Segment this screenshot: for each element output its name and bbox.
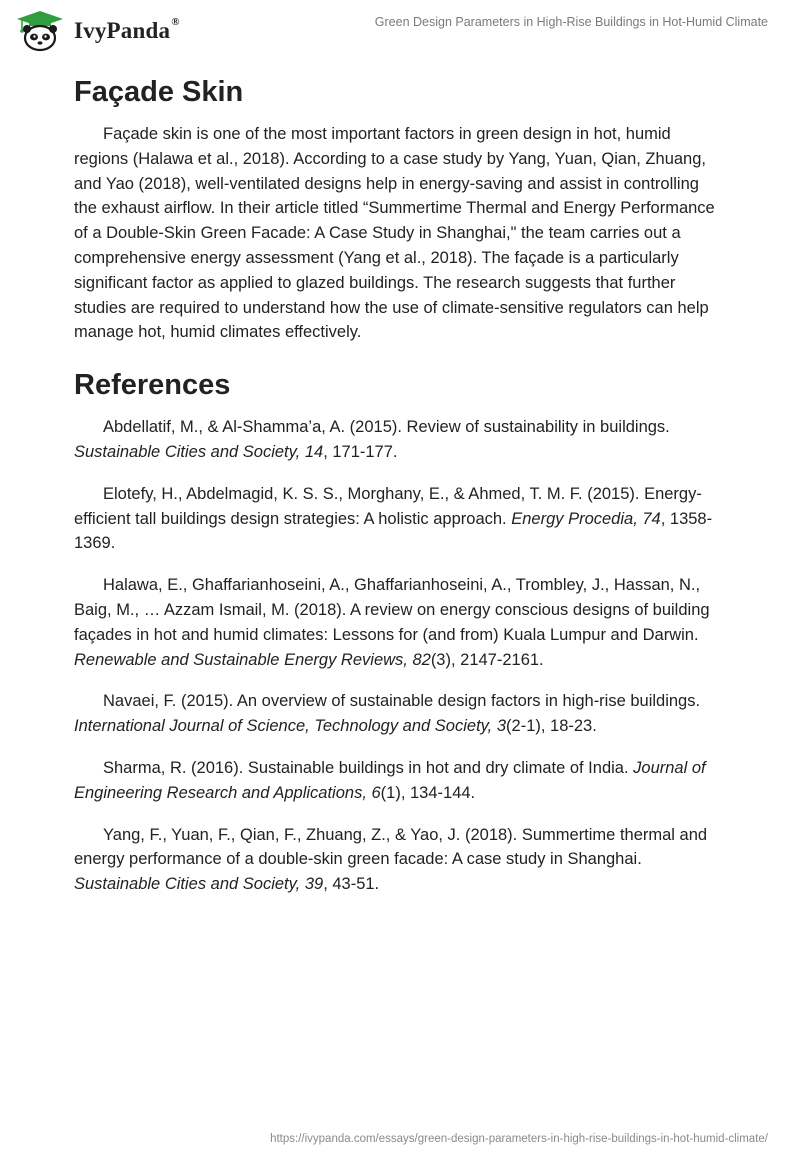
reference-item: Sharma, R. (2016). Sustainable buildings in hot and dry climate of India. Journal of Engineering Research and Applications, 6(1), 134-144. bbox=[74, 758, 706, 802]
footer-url[interactable]: https://ivypanda.com/essays/green-design-parameters-in-high-rise-buildings-in-hot-humid-climate/ bbox=[270, 1133, 768, 1145]
section-paragraph: Façade skin is one of the most important factors in green design in hot, humid regions (Halawa et al., 2018). According to a case study by Yang, Yuan, Qian, Zhuang, and Yao (2018), well-ventilated designs help in energy-saving and assist in controlling the exhaust airflow. In their article titled “Summertime Thermal and Energy Performance of a Double-Skin Green Facade: A Case Study in Shanghai," the team carries out a comprehensive energy assessment (Yang et al., 2018). The façade is a particularly significant factor as applied to glazed buildings. The research suggests that further studies are required to understand how the use of climate-sensitive regulators can help manage hot, humid climates effectively. bbox=[74, 125, 715, 342]
running-title: Green Design Parameters in High-Rise Buildings in Hot-Humid Climate bbox=[374, 15, 768, 29]
reference-journal: Sustainable Cities and Society, 39 bbox=[74, 875, 324, 894]
reference-journal: Renewable and Sustainable Energy Reviews, 82 bbox=[74, 650, 431, 669]
reference-item: Halawa, E., Ghaffarianhoseini, A., Ghaffarianhoseini, A., Trombley, J., Hassan, N., Baig, M., … Azzam Ismail, M. (2018). A review on energy conscious designs of building façades in hot and humid climates: Lessons for (and from) Kuala Lumpur and Darwin. Renewable and Sustainable Energy Reviews, 82(3), 2147-2161. bbox=[74, 576, 710, 669]
references-heading: References bbox=[74, 369, 231, 402]
reference-item: Abdellatif, M., & Al-Shamma’a, A. (2015). Review of sustainability in buildings. Sustainable Cities and Society, 14, 171-177. bbox=[74, 418, 670, 461]
reference-item: Yang, F., Yuan, F., Qian, F., Zhuang, Z., & Yao, J. (2018). Summertime thermal and energy performance of a double-skin green facade: A case study in Shanghai. Sustainable Cities and Society, 39, 43-51. bbox=[74, 825, 708, 894]
logo[interactable] bbox=[14, 10, 180, 52]
reference-journal: International Journal of Science, Technology and Society, 3 bbox=[74, 717, 507, 736]
section-heading: Façade Skin bbox=[74, 76, 244, 108]
panda-graduate-logo-icon bbox=[14, 10, 66, 52]
reference-journal: Energy Procedia, 74 bbox=[511, 509, 661, 528]
reference-item: Elotefy, H., Abdelmagid, K. S. S., Morghany, E., & Ahmed, T. M. F. (2015). Energy-efficient tall buildings design strategies: A holistic approach. Energy Procedia, 74, 1358-1369. bbox=[74, 484, 713, 553]
reference-journal: Journal of Engineering Research and Applications, 6 bbox=[74, 758, 706, 802]
reference-item: Navaei, F. (2015). An overview of sustainable design factors in high-rise buildings. International Journal of Science, Technology and Society, 3(2-1), 18-23. bbox=[74, 692, 701, 736]
page-header bbox=[0, 0, 800, 60]
logo-wordmark: IvyPanda® bbox=[74, 16, 180, 43]
registered-mark: ® bbox=[171, 16, 180, 28]
document-body bbox=[74, 72, 726, 914]
reference-journal: Sustainable Cities and Society, 14 bbox=[74, 442, 324, 461]
